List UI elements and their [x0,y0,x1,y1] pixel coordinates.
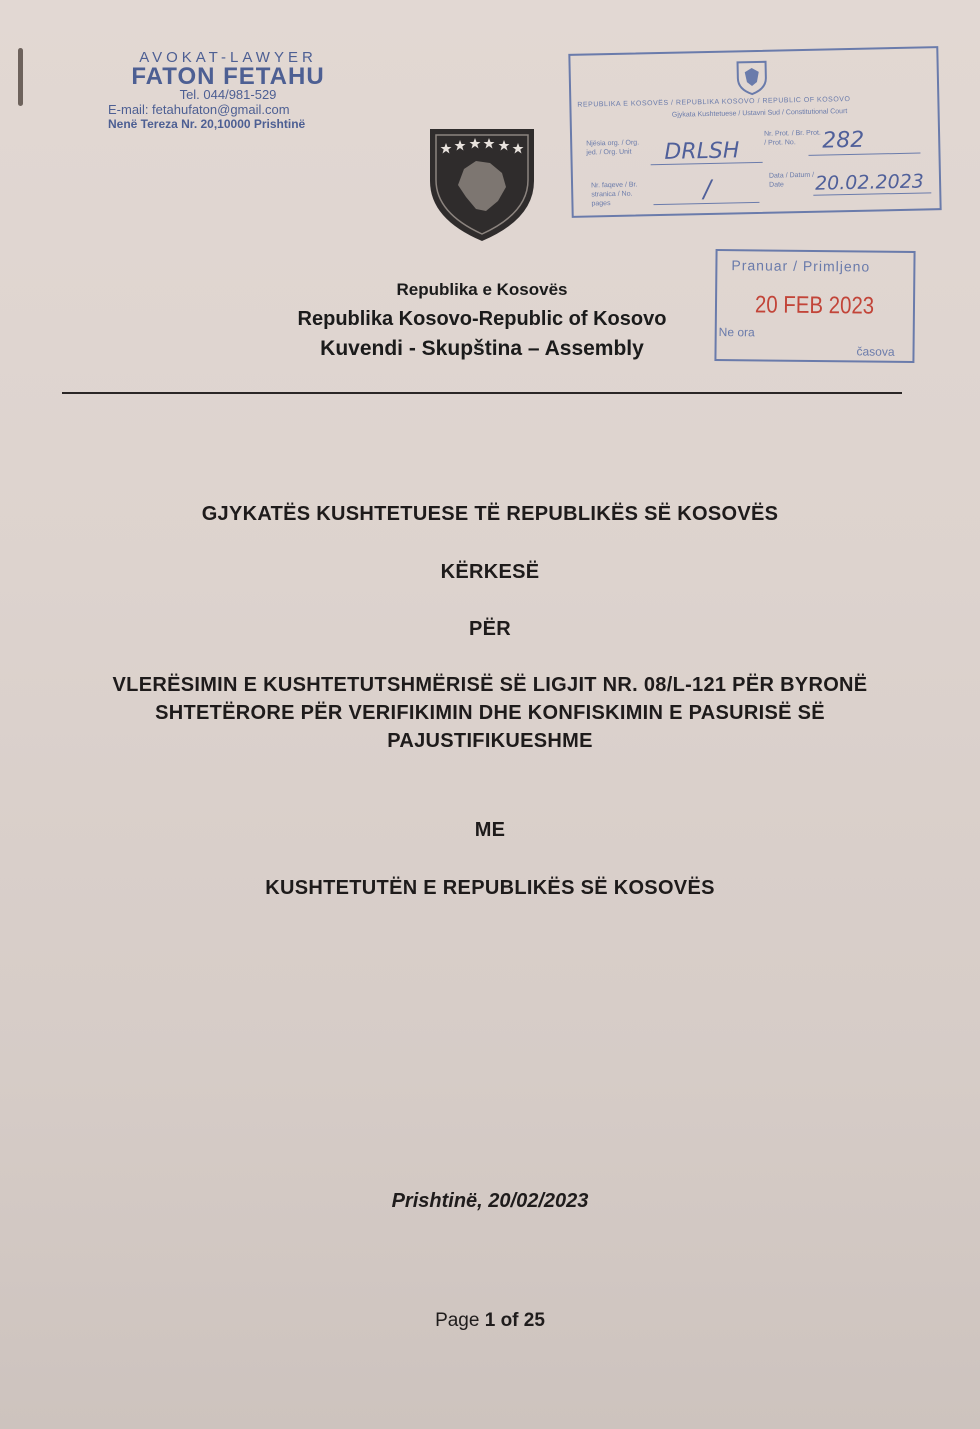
received-date: 20 FEB 2023 [754,291,875,320]
page-current: 1 [484,1310,496,1331]
court-registration-stamp [568,46,941,218]
date-value: 20.02.2023 [814,170,925,195]
received-hour-label: Ne ora [718,324,755,340]
pages-label: Nr. faqeve / Br. stranica / No. pages [591,181,638,208]
prot-number-value: 282 [821,127,865,154]
header-line-3: Kuvendi - Skupština – Assembly [320,337,644,360]
with-title: ME [474,819,506,841]
page-of: of [500,1310,519,1331]
court-stamp-header: REPUBLIKA E KOSOVËS / REPUBLIKA KOSOVO / REPUBLIC OF KOSOVO [577,95,851,109]
addressee-title: GJYKATËS KUSHTETUESE TË REPUBLIKËS SË KOSOVËS [201,503,779,525]
date-label: Data / Datum / Date [768,171,815,189]
lawyer-name: FATON FETAHU [131,63,325,90]
received-stamp [714,249,915,363]
subject-line-1: VLERËSIMIN E KUSHTETUTSHMËRISË SË LIGJIT NR. 08/L-121 PËR BYRONË [112,674,868,696]
lawyer-tel: Tel. 044/981-529 [179,87,277,102]
page-prefix: Page [435,1310,480,1331]
received-title: Pranuar / Primljeno [731,257,871,275]
institution-header [240,276,724,364]
constitution-title: KUSHTETUTËN E REPUBLIKËS SË KOSOVËS [265,877,715,899]
header-divider [62,392,902,394]
pages-value: / [702,174,712,204]
org-unit-value: DRLSH [664,138,740,165]
lawyer-address: Nenë Tereza Nr. 20,10000 Prishtinë [108,117,306,131]
subject-line-3: PAJUSTIFIKUESHME [387,730,593,752]
lawyer-stamp [108,50,348,131]
org-unit-label: Njësia org. / Org. jed. / Org. Unit [586,139,640,157]
lawyer-email: E-mail: fetahufaton@gmail.com [108,102,290,117]
court-emblem-icon [732,58,771,97]
page-total: 25 [523,1310,545,1331]
kosovo-emblem-icon [424,123,540,243]
for-title: PËR [468,618,512,640]
place-and-date: Prishtinë, 20/02/2023 [391,1190,589,1212]
subject-line-2: SHTETËRORE PËR VERIFIKIMIN DHE KONFISKIMIN E PASURISË SË [155,702,825,724]
header-line-2: Republika Kosovo-Republic of Kosovo [297,308,667,330]
court-stamp-subheader: Gjykata Kushtetuese / Ustavni Sud / Constitutional Court [671,108,848,119]
staple [18,48,23,106]
request-title: KËRKESË [440,561,540,583]
header-line-1: Republika e Kosovës [396,280,568,299]
page-number [390,1310,590,1332]
prot-number-label: Nr. Prot. / Br. Prot. / Prot. No. [763,129,821,147]
lawyer-title: AVOKAT-LAWYER [139,49,317,66]
received-hours-suffix: časova [856,344,895,359]
